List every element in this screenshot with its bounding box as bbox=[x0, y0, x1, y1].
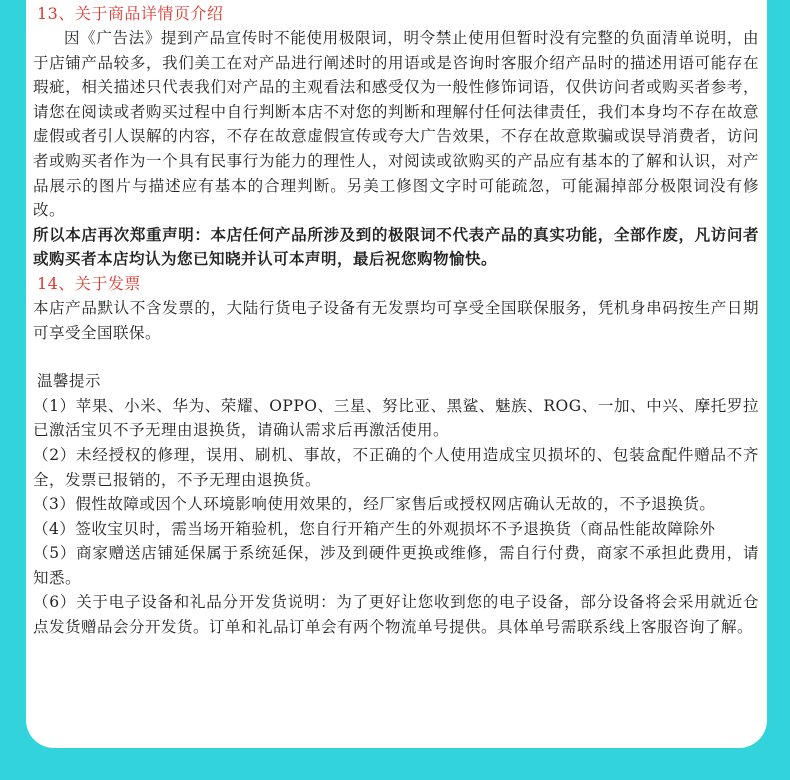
section-13-statement: 所以本店再次郑重声明：本店任何产品所涉及到的极限词不代表产品的真实功能，全部作废，凡访问者或购买者本店均认为您已知晓并认可本声明，最后祝您购物愉快。 bbox=[33, 224, 759, 269]
section-14-title: 14、关于发票 bbox=[37, 273, 141, 293]
tip-item-5: （5）商家赠送店铺延保属于系统延保，涉及到硬件更换或维修，需自行付费，商家不承担此费用，请知悉。 bbox=[33, 544, 759, 587]
tip-item-3: （3）假性故障或因个人环境影响使用效果的，经厂家售后或授权网店确认无故的，不予退换货。 bbox=[33, 495, 716, 514]
notice-card bbox=[26, 0, 767, 748]
tip-item-4: （4）签收宝贝时，需当场开箱验机，您自行开箱产生的外观损坏不予退换货（商品性能故障除外 bbox=[33, 519, 716, 538]
tip-item-2: （2）未经授权的修理，误用、刷机、事故，不正确的个人使用造成宝贝损坏的、包装盒配件赠品不齐全，发票已报销的，不予无理由退换货。 bbox=[33, 445, 759, 489]
section-13-title: 13、关于商品详情页介绍 bbox=[37, 4, 224, 23]
tip-item-6: （6）关于电子设备和礼品分开发货说明：为了更好让您收到您的电子设备，部分设备将会采用就近仓点发货赠品会分开发货。订单和礼品订单会有两个物流单号提供。具体单号需联系线上客服咨询了解。 bbox=[33, 593, 759, 637]
tip-item-1: （1）苹果、小米、华为、荣耀、OPPO、三星、努比亚、黑鲨、魅族、ROG、一加、中兴、摩托罗拉已激活宝贝不予无理由退换货，请确认需求后再激活使用。 bbox=[33, 396, 759, 440]
section-13-body: 因《广告法》提到产品宣传时不能使用极限词，明令禁止使用但暂时没有完整的负面清单说明，由于店铺产品较多，我们美工在对产品进行阐述时的用语或是咨询时客服介绍产品时的描述用语可能存在瑕疵，相关描述只代表我们对产品的主观看法和感受仅为一般性修饰词语，仅供访问者或购买者参考，请您在阅读或者购买过程中自行判断本店不对您的判断和理解付任何法律责任，我们本身均不存在故意虚假或者引人误解的内容，不存在故意虚假宣传或夸大广告效果，不存在故意欺骗或误导消费者，访问者或购买者作为一个具有民事行为能力的理性人，对阅读或欲购买的产品应有基本的了解和认识，对产品展示的图片与描述应有基本的合理判断。另美工修图文字时可能疏忽，可能漏掉部分极限词没有修改。 bbox=[33, 29, 759, 220]
tips-title: 温馨提示 bbox=[37, 372, 102, 391]
spacer bbox=[33, 345, 759, 369]
section-14-body: 本店产品默认不含发票的，大陆行货电子设备有无发票均可享受全国联保服务，凭机身串码按生产日期可享受全国联保。 bbox=[33, 298, 759, 342]
